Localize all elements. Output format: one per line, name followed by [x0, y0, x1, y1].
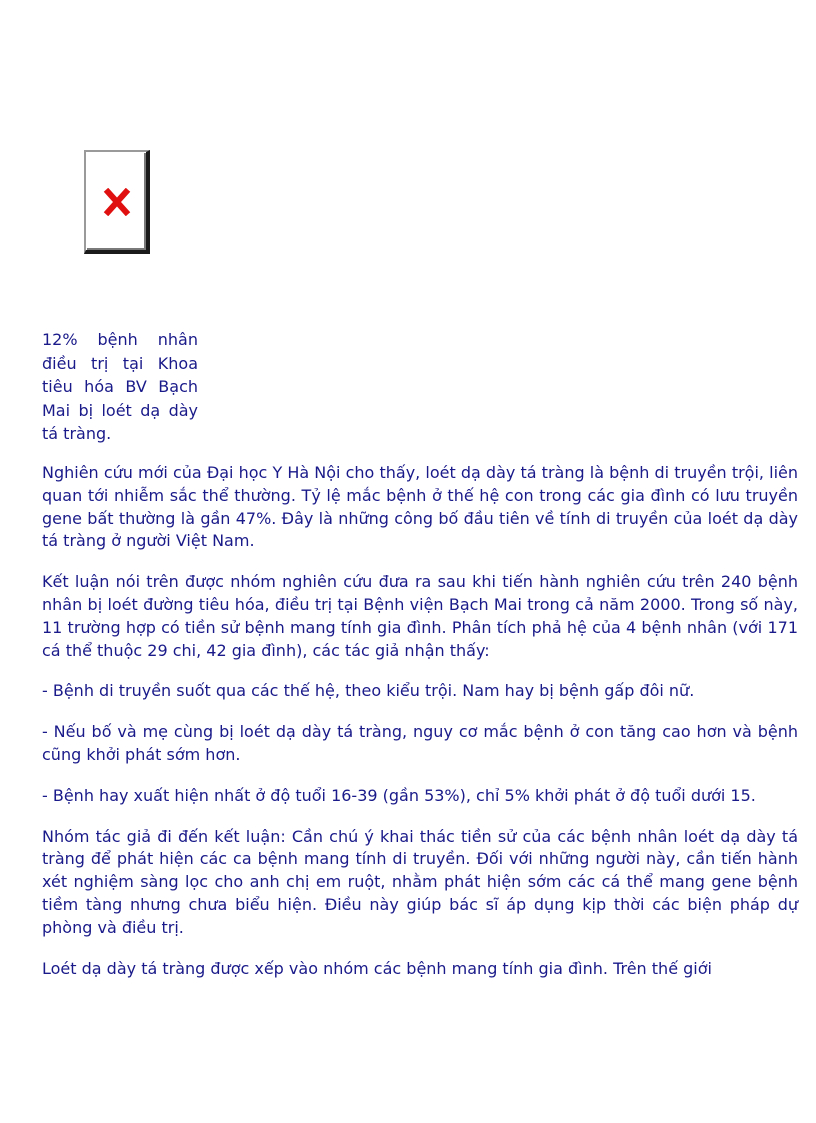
- article-list-item: - Bệnh di truyền suốt qua các thế hệ, theo kiểu trội. Nam hay bị bệnh gấp đôi nữ.: [42, 681, 695, 701]
- broken-image-icon: [103, 188, 131, 216]
- article-paragraph: Nghiên cứu mới của Đại học Y Hà Nội cho thấy, loét dạ dày tá tràng là bệnh di truyền trội, liên quan tới nhiễm sắc thể thường. Tỷ lệ mắc bệnh ở thế hệ con trong các gia đình có lưu truyền gene bất thường là gần 47%. Đây là những công bố đầu tiên về tính di truyền của loét dạ dày tá tràng ở người Việt Nam.: [42, 463, 798, 551]
- image-caption: 12% bệnh nhân điều trị tại Khoa tiêu hóa BV Bạch Mai bị loét dạ dày tá tràng.: [42, 330, 198, 443]
- article-paragraph: Loét dạ dày tá tràng được xếp vào nhóm các bệnh mang tính gia đình. Trên thế giới: [42, 958, 712, 978]
- article-body: [42, 462, 798, 998]
- article-list-item: - Bệnh hay xuất hiện nhất ở độ tuổi 16-39 (gần 53%), chỉ 5% khởi phát ở độ tuổi dưới 15.: [42, 785, 756, 805]
- article-paragraph: Kết luận nói trên được nhóm nghiên cứu đưa ra sau khi tiến hành nghiên cứu trên 240 bệnh nhân bị loét đường tiêu hóa, điều trị tại Bệnh viện Bạch Mai trong cả năm 2000. Trong số này, 11 trường hợp có tiền sử bệnh mang tính gia đình. Phân tích phả hệ của 4 bệnh nhân (với 171 cá thể thuộc 29 chi, 42 gia đình), các tác giả nhận thấy:: [42, 572, 798, 660]
- article-list-item: - Nếu bố và mẹ cùng bị loét dạ dày tá tràng, nguy cơ mắc bệnh ở con tăng cao hơn và bệnh cũng khởi phát sớm hơn.: [42, 722, 798, 764]
- broken-image-placeholder: [84, 150, 150, 254]
- article-paragraph: Nhóm tác giả đi đến kết luận: Cần chú ý khai thác tiền sử của các bệnh nhân loét dạ dày tá tràng để phát hiện các ca bệnh mang tính di truyền. Đối với những người này, cần tiến hành xét nghiệm sàng lọc cho anh chị em ruột, nhằm phát hiện sớm các cá thể mang gene bệnh tiềm tàng nhưng chưa biểu hiện. Điều này giúp bác sĩ áp dụng kịp thời các biện pháp dự phòng và điều trị.: [42, 826, 798, 937]
